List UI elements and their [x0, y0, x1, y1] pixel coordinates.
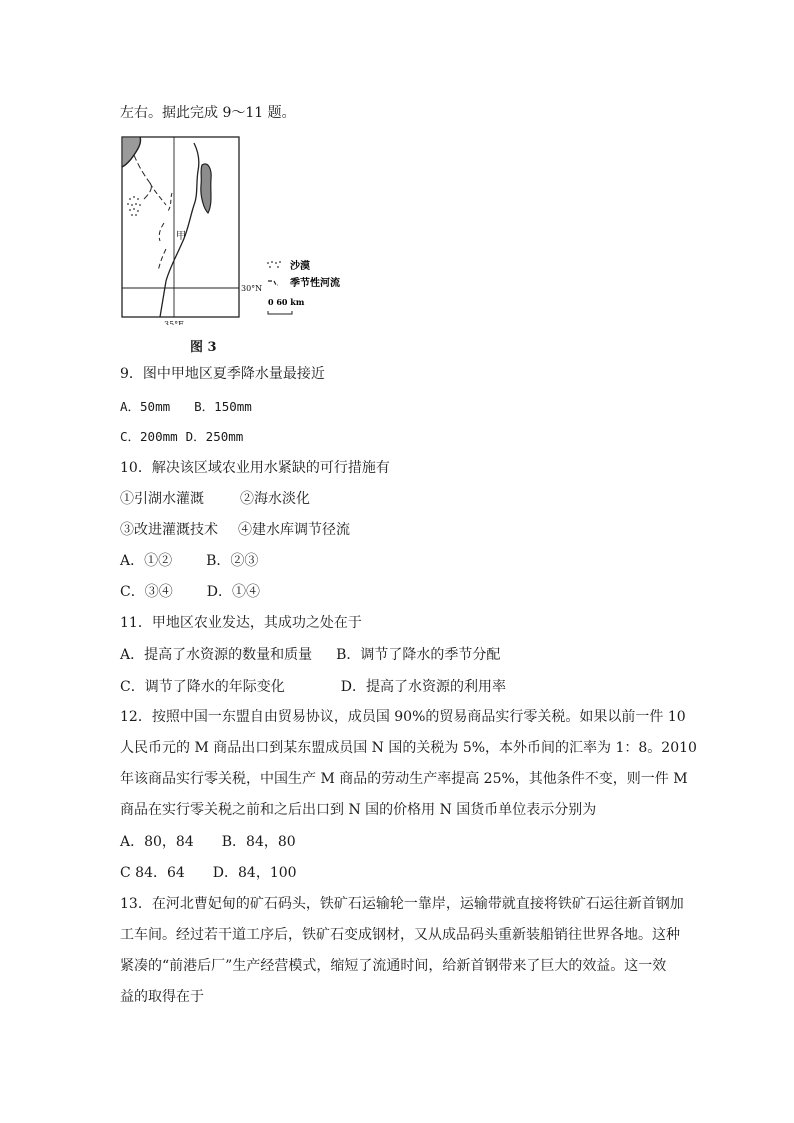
latitude-label: 30°N: [241, 284, 263, 293]
q9-options-row2: [120, 428, 243, 446]
map-figure: [120, 135, 380, 329]
q10-option-a[interactable]: A．①②: [120, 553, 173, 569]
q12-option-c[interactable]: C 84．64: [120, 865, 185, 881]
q12-text-line1: 12．按照中国一东盟自由贸易协议，成员国 90%的贸易商品实行零关税。如果以前一件 10: [120, 709, 686, 725]
q9-option-c[interactable]: C．200mm: [120, 429, 178, 444]
q9-option-b[interactable]: B．150mm: [194, 399, 252, 414]
q10-options-row2: [120, 583, 260, 601]
q10-option-b[interactable]: B．②③: [206, 553, 259, 569]
q12-option-b[interactable]: B．84，80: [221, 834, 296, 850]
legend-desert-swatch: [267, 261, 281, 268]
q11-option-b[interactable]: B．调节了降水的季节分配: [336, 647, 501, 663]
q9-option-a[interactable]: A．50mm: [120, 399, 171, 414]
jia-label: 甲: [176, 231, 186, 242]
intro-text: 左右。据此完成 9～11 题。: [120, 105, 296, 121]
q9-options-row1: [120, 398, 252, 416]
q13-text-line3: 紧凑的“前港后厂”生产经营模式，缩短了流通时间，给新首钢带来了巨大的效益。这一效: [120, 958, 667, 974]
legend-desert-label: 沙漠: [290, 261, 310, 272]
q12-text-line2: 人民币元的 M 商品出口到某东盟成员国 N 国的关税为 5%，本外币间的汇率为 1：8。2010: [120, 740, 697, 756]
q10-option-c[interactable]: C．③④: [120, 584, 173, 600]
q12-options-row2: [120, 864, 297, 882]
q11-option-c[interactable]: C．调节了降水的年际变化: [120, 679, 285, 695]
q10-statements-row1: [120, 490, 310, 508]
q10-option-d[interactable]: D．①④: [206, 584, 260, 600]
q12-option-a[interactable]: A．80，84: [120, 834, 194, 850]
seasonal-river: [150, 183, 166, 205]
longitude-label: 35°E: [164, 320, 185, 325]
q10-options-row1: [120, 552, 258, 570]
map-frame: [122, 137, 239, 317]
river-line: [160, 143, 199, 317]
map-svg: [120, 135, 380, 325]
q13-text-line2: 工车间。经过若干道工序后，铁矿石变成钢材，又从成品码头重新装船销往世界各地。这种: [120, 927, 680, 943]
q13-text-line4: 益的取得在于: [120, 989, 204, 1005]
q11-option-a[interactable]: A．提高了水资源的数量和质量: [120, 647, 313, 663]
legend-river-label: 季节性河流: [290, 278, 340, 289]
q11-options-row2: [120, 678, 506, 696]
q12-option-d[interactable]: D．84，100: [212, 865, 297, 881]
figure-caption: 图 3: [190, 340, 217, 355]
q13-text-line1: 13．在河北曹妃甸的矿石码头，铁矿石运输轮一靠岸，运输带就直接将铁矿石运往新首钢加: [120, 896, 684, 912]
desert-dots: [127, 196, 141, 216]
q10-stem: 10．解决该区域农业用水紧缺的可行措施有: [120, 460, 390, 476]
q9-option-d[interactable]: D．250mm: [185, 429, 244, 444]
q12-text-line3: 年该商品实行零关税，中国生产 M 商品的劳动生产率提高 25%，其他条件不变，则一件 M: [120, 771, 688, 787]
q11-options-row1: [120, 646, 500, 664]
q9-stem: 9．图中甲地区夏季降水量最接近: [120, 366, 325, 382]
scale-label: 0 60 km: [268, 297, 305, 307]
legend-river-swatch: [268, 281, 278, 285]
q12-text-line4: 商品在实行零关税之前和之后出口到 N 国的价格用 N 国货币单位表示分别为: [120, 802, 597, 818]
q10-statement-1: ①引湖水灌溉: [120, 491, 204, 507]
q10-statements-row2: [120, 521, 350, 539]
legend: [267, 259, 340, 314]
lake-area: [201, 164, 211, 213]
q10-statement-2: ②海水淡化: [240, 491, 310, 507]
q11-option-d[interactable]: D．提高了水资源的利用率: [340, 679, 506, 695]
q10-statement-3: ③改进灌溉技术: [120, 522, 218, 538]
q10-statement-4: ④建水库调节径流: [238, 522, 350, 538]
scale-bar: [268, 311, 292, 314]
sea-area: [122, 137, 141, 167]
q12-options-row1: [120, 833, 296, 851]
q11-stem: 11．甲地区农业发达，其成功之处在于: [120, 615, 362, 631]
